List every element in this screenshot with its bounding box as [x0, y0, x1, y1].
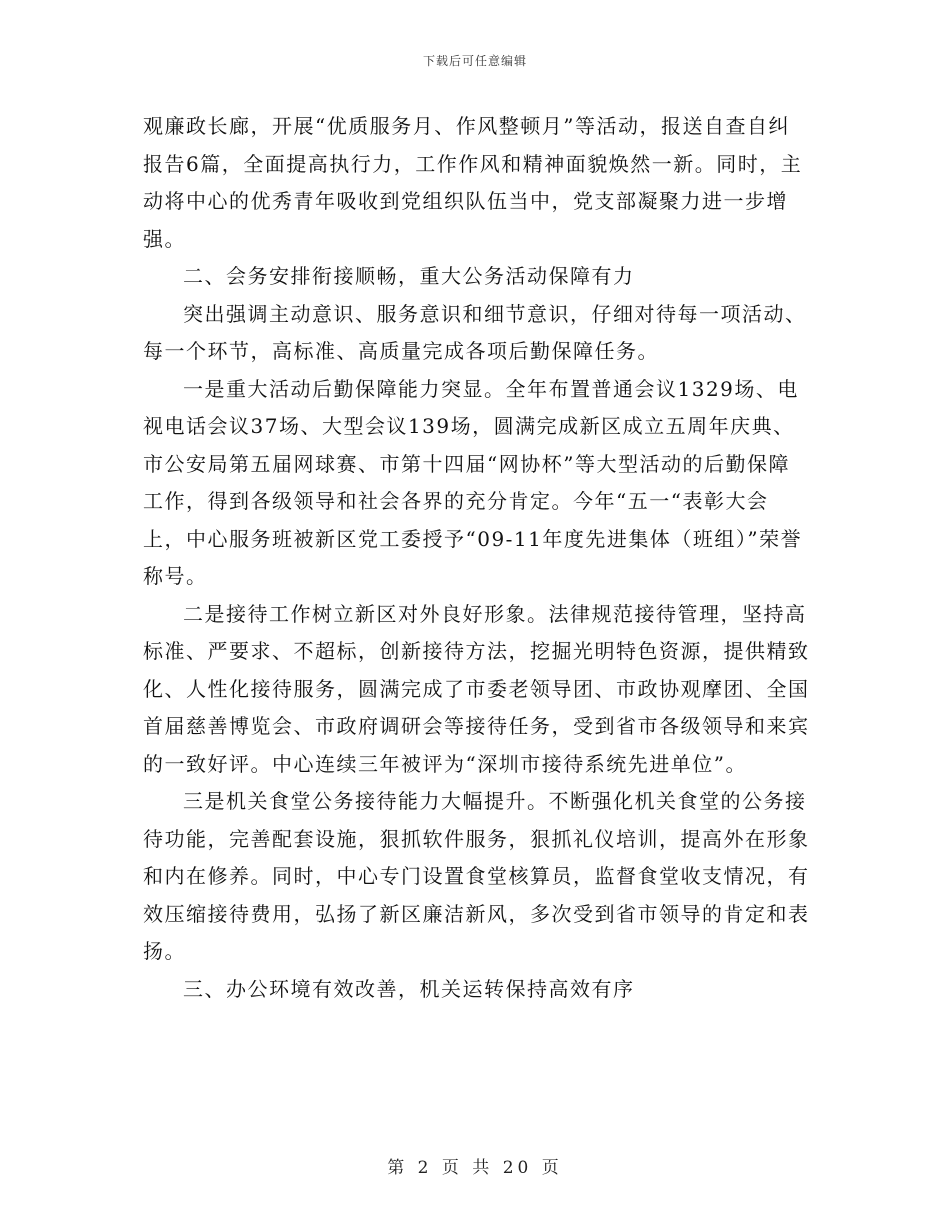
paragraph-point-1: 一是重大活动后勤保障能力突显。全年布置普通会议1329场、电视电话会议37场、大型会议139场，圆满完成新区成立五周年庆典、市公安局第五届网球赛、市第十四届“网协杯”等大型活动的后勤保障工作，得到各级领导和社会各界的充分肯定。今年“五一“表彰大会上，中心服务班被新区党工委授予“09-11年度先进集体（班组）”荣誉称号。 [143, 376, 803, 588]
section-heading-3: 三、办公环境有效改善，机关运转保持高效有序 [183, 976, 635, 1001]
section-heading-2: 二、会务安排衔接顺畅，重大公务活动保障有力 [183, 264, 635, 288]
page-number: 第 2 页 共 20 页 [387, 1158, 563, 1178]
paragraph-point-3: 三是机关食堂公务接待能力大幅提升。不断强化机关食堂的公务接待功能，完善配套设施，狠抓软件服务，狠抓礼仪培训，提高外在形象和内在修养。同时，中心专门设置食堂核算员，监督食堂收支情况，有效压缩接待费用，弘扬了新区廉洁新风，多次受到省市领导的肯定和表扬。 [143, 789, 810, 963]
document-body [143, 108, 811, 1008]
paragraph-continuation: 观廉政长廊，开展“优质服务月、作风整顿月”等活动，报送自查自纠报告6篇，全面提高执行力，工作作风和精神面貌焕然一新。同时，主动将中心的优秀青年吸收到党组织队伍当中，党支部凝聚力进一步增强。 [143, 114, 803, 251]
page-header: 下载后可任意编辑 [422, 54, 527, 68]
paragraph-intro: 突出强调主动意识、服务意识和细节意识，仔细对待每一项活动、每一个环节，高标准、高质量完成各项后勤保障任务。 [143, 301, 807, 363]
paragraph-point-2: 二是接待工作树立新区对外良好形象。法律规范接待管理，坚持高标准、严要求、不超标，创新接待方法，挖掘光明特色资源，提供精致化、人性化接待服务，圆满完成了市委老领导团、市政协观摩团、全国首届慈善博览会、市政府调研会等接待任务，受到省市各级领导和来宾的一致好评。中心连续三年被评为“深圳市接待系统先进单位”。 [143, 601, 810, 776]
